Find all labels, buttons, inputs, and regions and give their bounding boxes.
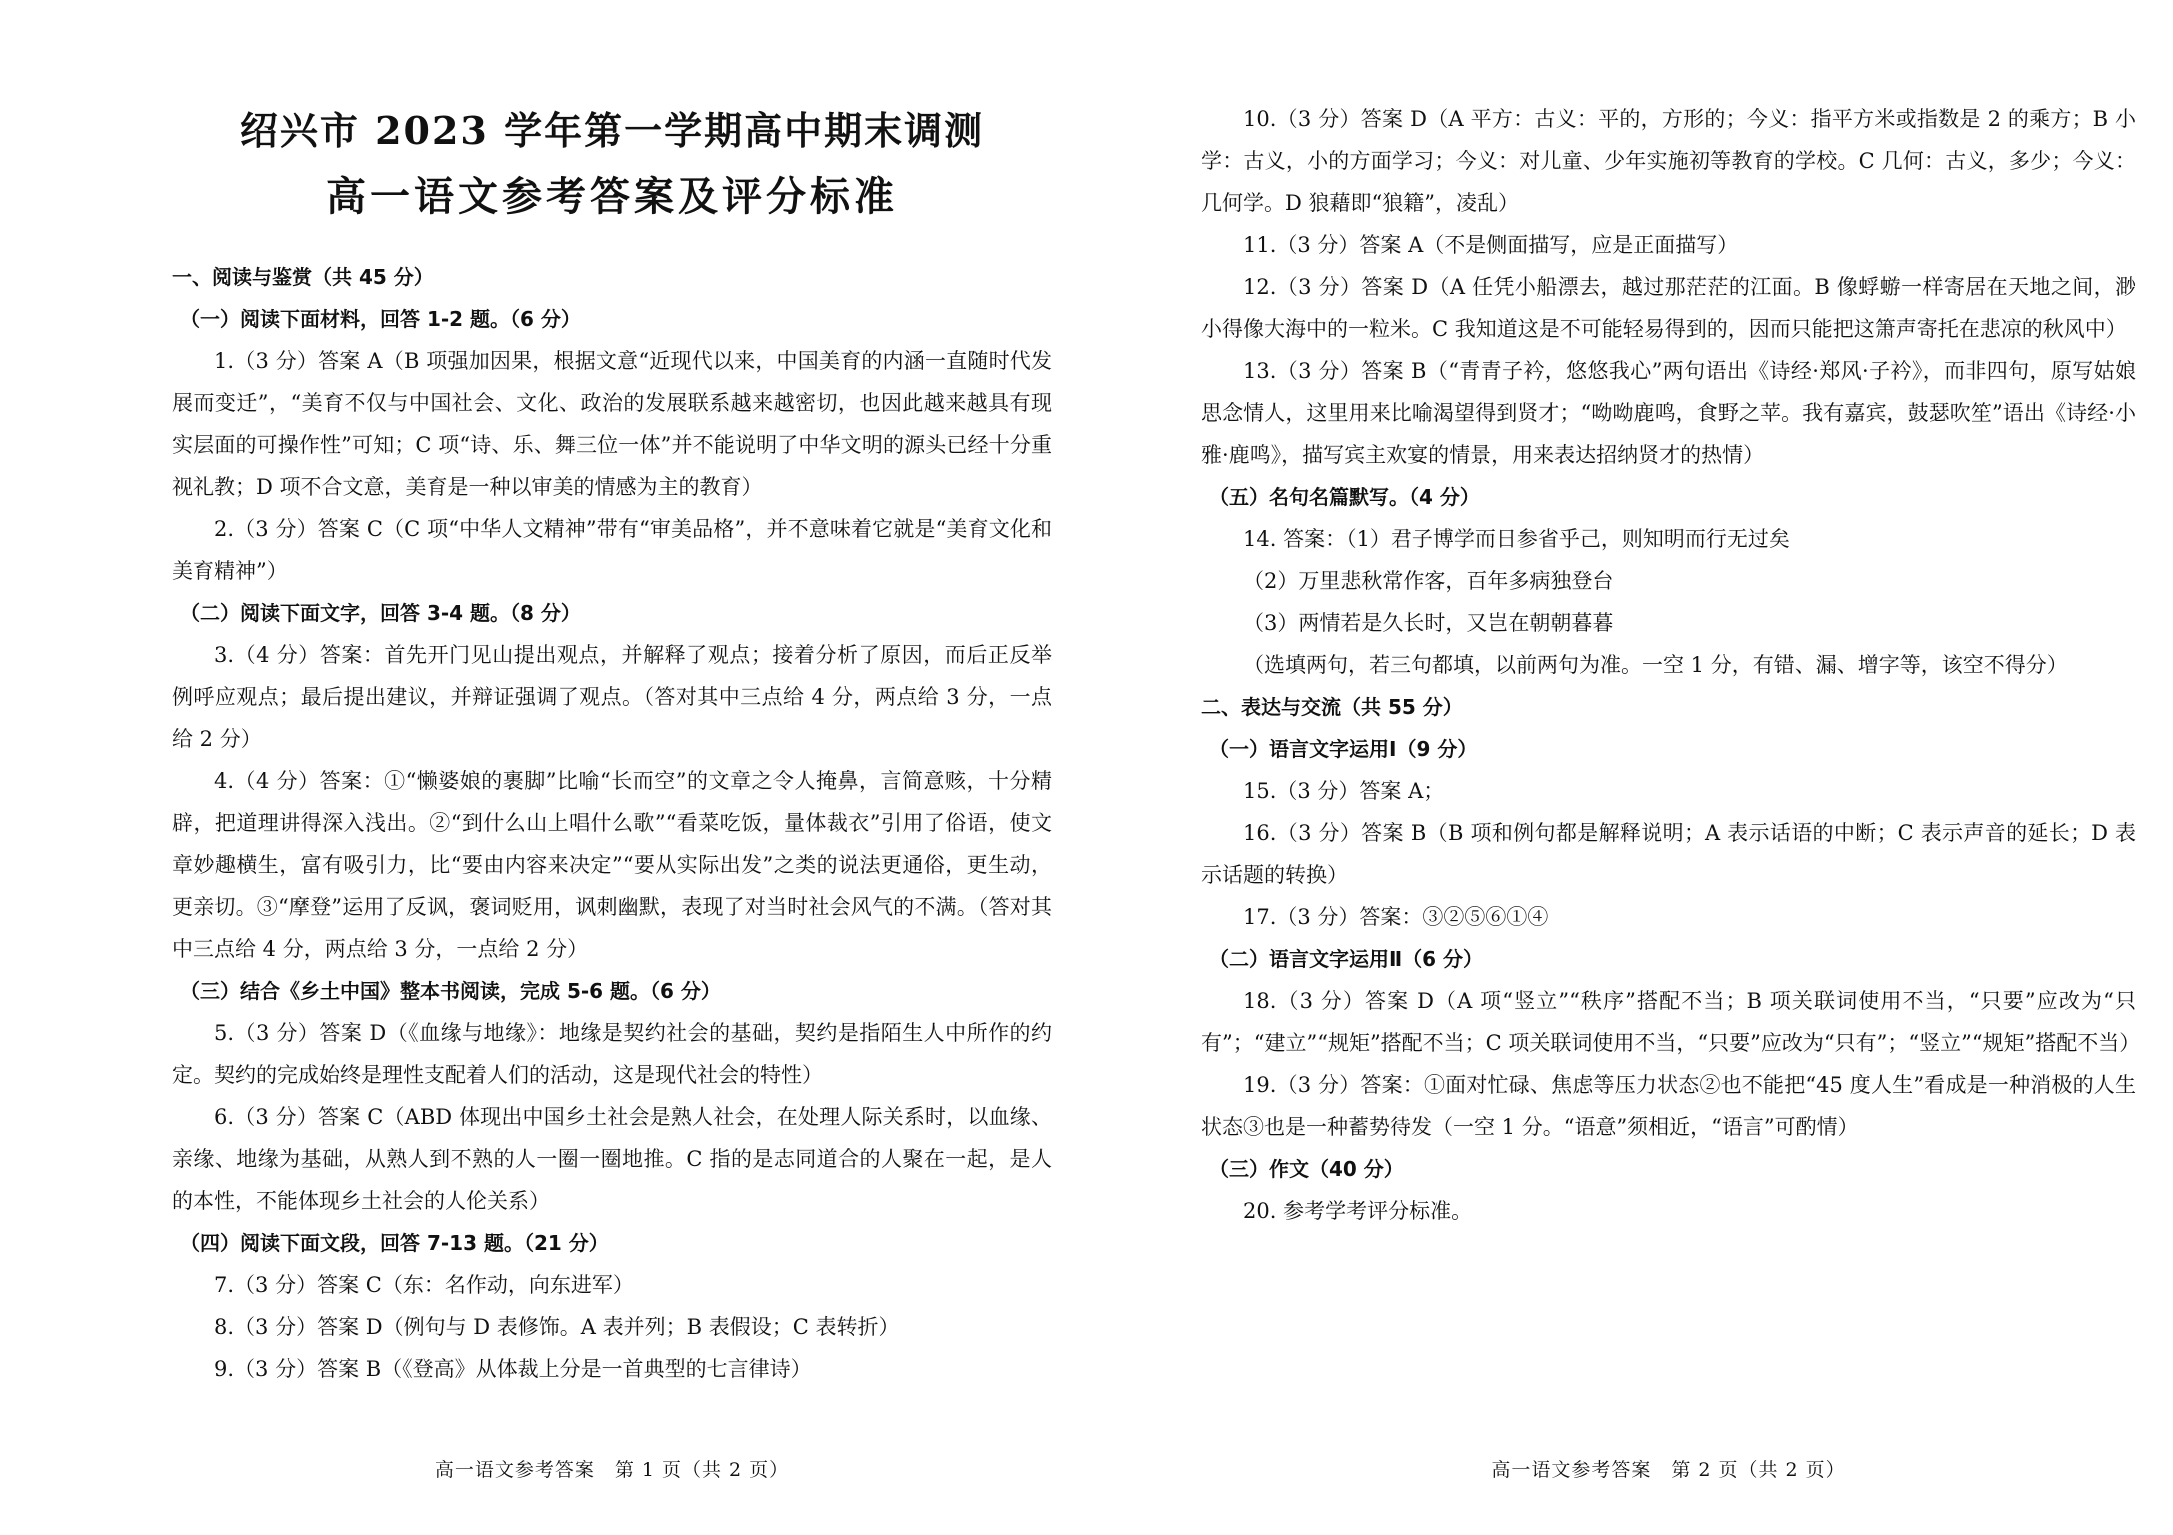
answer-17: 17.（3 分）答案：③②⑤⑥①④ — [1243, 905, 1549, 929]
answer-14-line-1: 14. 答案：（1）君子博学而日参省乎己，则知明而行无过矣 — [1243, 527, 1790, 551]
answer-11: 11.（3 分）答案 A（不是侧面描写，应是正面描写） — [1243, 233, 1739, 257]
answer-6: 6.（3 分）答案 C（ABD 体现出中国乡土社会是熟人社会，在处理人际关系时，以血缘、亲缘、地缘为基础，从熟人到不熟的人一圈一圈地推。C 指的是志同道合的人聚在一起，是人的本性，不能体现乡土社会的人伦关系） — [172, 1105, 1052, 1213]
page-2-body — [1201, 98, 2141, 1232]
section-heading-expression: 二、表达与交流（共 55 分） — [1201, 695, 1463, 719]
answer-12: 12.（3 分）答案 D（A 任凭小船漂去，越过那茫茫的江面。B 像蜉蝣一样寄居在天地之间，渺小得像大海中的一粒米。C 我知道这是不可能轻易得到的，因而只能把这箫声寄托在悲凉的秋风中） — [1201, 275, 2136, 341]
page-footer-2: 高一语文参考答案 第 2 页（共 2 页） — [1491, 1459, 1846, 1481]
answer-7: 7.（3 分）答案 C（东：名作动，向东进军） — [214, 1273, 634, 1297]
answer-19: 19.（3 分）答案：①面对忙碌、焦虑等压力状态②也不能把“45 度人生”看成是一种消极的人生状态③也是一种蓄势待发（一空 1 分。“语意”须相近，“语言”可酌情） — [1201, 1073, 2136, 1139]
answer-9: 9.（3 分）答案 B（《登高》从体裁上分是一首典型的七言律诗） — [214, 1357, 812, 1381]
section-heading-reading: 一、阅读与鉴赏（共 45 分） — [172, 265, 434, 289]
subsection-heading-7: （二）语言文字运用Ⅱ（6 分） — [1209, 947, 1484, 971]
document-title: 绍兴市 2023 学年第一学期高中期末调测 — [239, 108, 985, 153]
subsection-heading-2: （二）阅读下面文字，回答 3-4 题。（8 分） — [180, 601, 581, 625]
answer-8: 8.（3 分）答案 D（例句与 D 表修饰。A 表并列；B 表假设；C 表转折） — [214, 1315, 900, 1339]
answer-4: 4.（4 分）答案：①“懒婆娘的裹脚”比喻“长而空”的文章之令人掩鼻，言简意赅，十分精辟，把道理讲得深入浅出。②“到什么山上唱什么歌”“看菜吃饭，量体裁衣”引用了俗语，使文章妙趣横生，富有吸引力，比“要由内容来决定”“要从实际出发”之类的说法更通俗，更生动，更亲切。③“摩登”运用了反讽，褒词贬用，讽刺幽默，表现了对当时社会风气的不满。（答对其中三点给 4 分，两点给 3 分，一点给 2 分） — [172, 769, 1052, 961]
page-1-body — [172, 256, 1052, 1390]
subsection-heading-5: （五）名句名篇默写。（4 分） — [1209, 485, 1480, 509]
answer-3: 3.（4 分）答案：首先开门见山提出观点，并解释了观点；接着分析了原因，而后正反举例呼应观点；最后提出建议，并辩证强调了观点。（答对其中三点给 4 分，两点给 3 分，一点给 2 分） — [172, 643, 1052, 751]
page-footer-1: 高一语文参考答案 第 1 页（共 2 页） — [434, 1459, 790, 1481]
subsection-heading-8: （三）作文（40 分） — [1209, 1157, 1404, 1181]
answer-13: 13.（3 分）答案 B（“青青子衿，悠悠我心”两句语出《诗经·郑风·子衿》，而非四句，原写姑娘思念情人，这里用来比喻渴望得到贤才；“呦呦鹿鸣，食野之苹。我有嘉宾，鼓瑟吹笙”语出《诗经·小雅·鹿鸣》，描写宾主欢宴的情景，用来表达招纳贤才的热情） — [1201, 359, 2136, 467]
answer-1: 1.（3 分）答案 A（B 项强加因果，根据文意“近现代以来，中国美育的内涵一直随时代发展而变迁”，“美育不仅与中国社会、文化、政治的发展联系越来越密切，也因此越来越具有现实层面的可操作性”可知；C 项“诗、乐、舞三位一体”并不能说明了中华文明的源头已经十分重视礼教；D 项不合文意，美育是一种以审美的情感为主的教育） — [172, 349, 1052, 499]
page-2 — [1086, 0, 2173, 1535]
subsection-heading-4: （四）阅读下面文段，回答 7-13 题。（21 分） — [180, 1231, 609, 1255]
page-1 — [0, 0, 1086, 1535]
answer-18: 18.（3 分）答案 D（A 项“竖立”“秩序”搭配不当；B 项关联词使用不当，“只要”应改为“只有”；“建立”“规矩”搭配不当；C 项关联词使用不当，“只要”应改为“只有”；“竖立”“规矩”搭配不当） — [1201, 989, 2141, 1055]
subsection-heading-3: （三）结合《乡土中国》整本书阅读，完成 5-6 题。（6 分） — [180, 979, 721, 1003]
answer-14-line-2: （2）万里悲秋常作客，百年多病独登台 — [1243, 569, 1614, 593]
answer-5: 5.（3 分）答案 D（《血缘与地缘》：地缘是契约社会的基础，契约是指陌生人中所作的约定。契约的完成始终是理性支配着人们的活动，这是现代社会的特性） — [172, 1021, 1052, 1087]
answer-2: 2.（3 分）答案 C（C 项“中华人文精神”带有“审美品格”，并不意味着它就是“美育文化和美育精神”） — [172, 517, 1052, 583]
answer-16: 16.（3 分）答案 B（B 项和例句都是解释说明；A 表示话语的中断；C 表示声音的延长；D 表示话题的转换） — [1201, 821, 2136, 887]
subsection-heading-1: （一）阅读下面材料，回答 1-2 题。（6 分） — [180, 307, 581, 331]
subsection-heading-6: （一）语言文字运用Ⅰ（9 分） — [1209, 737, 1478, 761]
answer-15: 15.（3 分）答案 A； — [1243, 779, 1445, 803]
answer-14-line-3: （3）两情若是久长时，又岂在朝朝暮暮 — [1243, 611, 1614, 635]
document-subtitle: 高一语文参考答案及评分标准 — [326, 173, 898, 220]
answer-14-note: （选填两句，若三句都填，以前两句为准。一空 1 分，有错、漏、增字等，该空不得分） — [1243, 653, 2068, 677]
answer-10: 10.（3 分）答案 D（A 平方：古义：平的，方形的；今义：指平方米或指数是 2 的乘方；B 小学：古义，小的方面学习；今义：对儿童、少年实施初等教育的学校。C 几何：古义，多少；今义：几何学。D 狼藉即“狼籍”，凌乱） — [1201, 107, 2136, 215]
answer-20: 20. 参考学考评分标准。 — [1243, 1199, 1473, 1223]
